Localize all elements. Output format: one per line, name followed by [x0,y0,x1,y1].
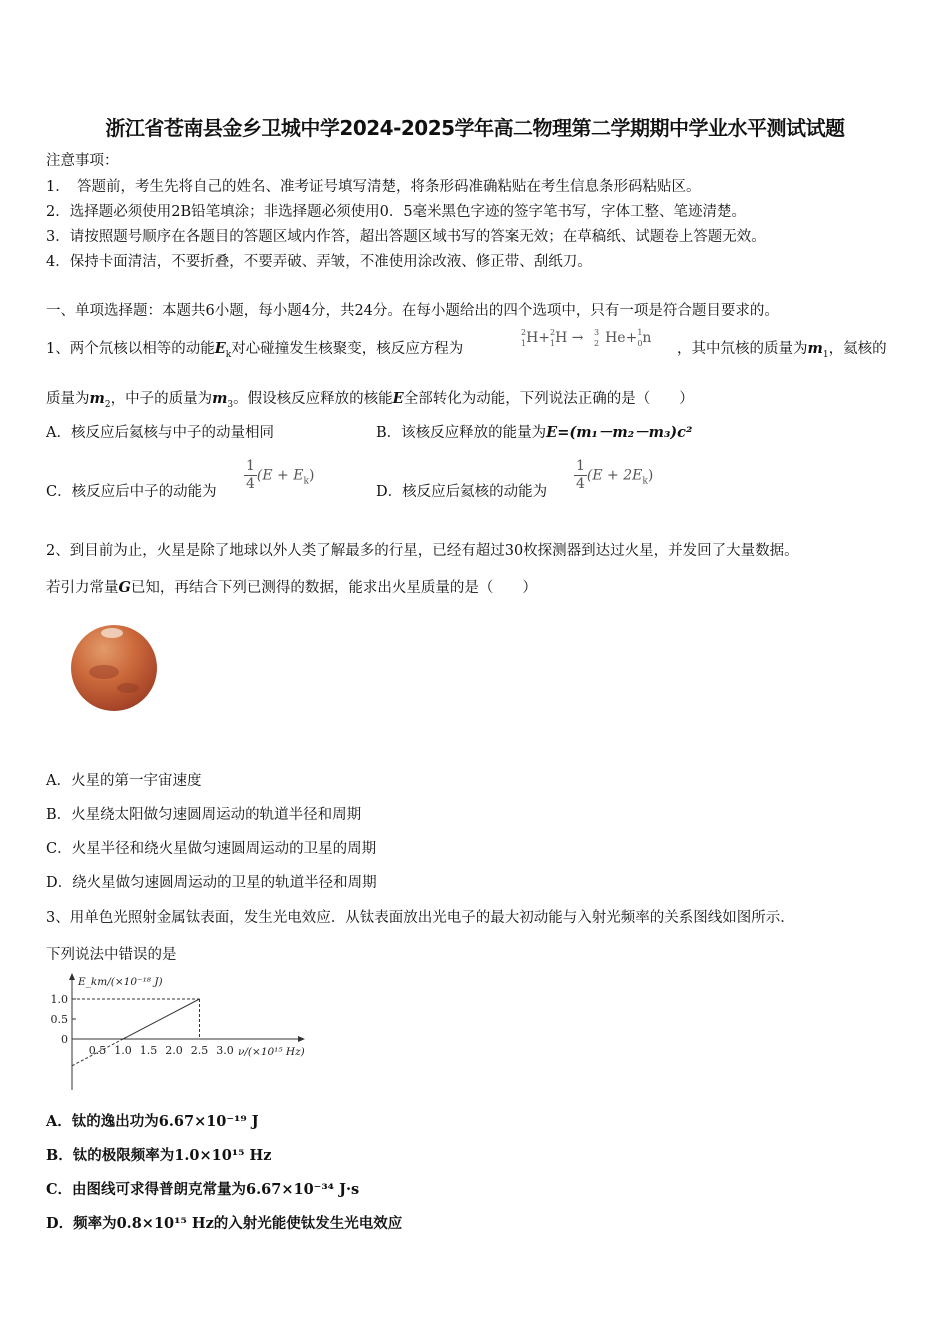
y-tick-label: 1.0 [50,993,68,1006]
q1-text: ，中子的质量为 [110,391,213,407]
q1-option-d-expr [574,458,653,493]
photoelectric-chart [40,970,340,1095]
mars-polar-cap [101,628,123,638]
m3-symbol: m [212,390,228,407]
m2-symbol: m [89,390,105,407]
q1-line1 [46,339,463,365]
atomic-number: 1 [521,339,527,348]
notice-item: 4．保持卡面清洁，不要折叠，不要弄破、弄皱，不准使用涂改液、修正带、刮纸刀。 [46,254,592,270]
q1-line2 [46,389,694,415]
frac-numerator: 1 [576,458,585,474]
expr-body: (E + 2E [586,467,643,484]
q1-option-b-formula: E=(m₁－m₂－m₃)c² [546,424,693,441]
frac-numerator: 1 [246,458,255,474]
q1-text: 对心碰撞发生核聚变，核反应方程为 [231,341,464,357]
q3-option-a: A．钛的逸出功为6.67×10⁻¹⁹ J [46,1113,259,1130]
y-axis-label: E_km/(×10⁻¹⁸ J) [78,976,163,988]
atomic-number: 1 [550,339,556,348]
mass-number: 1 [637,328,643,337]
q1-option-d-text: D．核反应后氦核的动能为 [376,484,548,500]
notice-item: 3．请按照题号顺序在各题目的答题区域内作答，超出答题区域书写的答案无效；在草稿纸、试题卷上答题无效。 [46,229,766,245]
mass-number: 3 [593,328,600,337]
atomic-number: 2 [593,339,600,348]
q2-line2 [46,578,537,598]
q1-text: 质量为 [46,391,90,407]
x-tick-label: 1.5 [139,1044,158,1057]
atomic-number: 0 [637,339,643,348]
frac-denominator: 4 [246,476,255,492]
mass-number: 2 [521,328,527,337]
page-title: 浙江省苍南县金乡卫城中学2024-2025学年高二物理第二学期期中学业水平测试试题 [105,116,845,140]
x-tick-label: 1.0 [114,1044,132,1057]
q1-option-d [376,482,547,502]
q1-option-c-text: C．核反应后中子的动能为 [46,484,217,500]
q3-option-c: C．由图线可求得普朗克常量为6.67×10⁻³⁴ J·s [46,1181,360,1198]
nuclear-equation [521,327,651,355]
y-tick-label: 0 [61,1033,68,1046]
ek-symbol: E [214,340,226,357]
q3-option-d: D．频率为0.8×10¹⁵ Hz的入射光能使钛发生光电效应 [46,1215,403,1232]
e-symbol: E [392,390,404,407]
q2-option-c: C．火星半径和绕火星做匀速圆周运动的卫星的周期 [46,841,377,857]
x-tick-label: 2.5 [190,1044,209,1057]
notice-item: 1． 答题前，考生先将自己的姓名、准考证号填写清楚，将条形码准确粘贴在考生信息条形码粘贴区。 [46,179,701,195]
frac-denominator: 4 [576,476,585,492]
x-axis-label: ν/(×10¹⁵ Hz) [238,1046,305,1058]
expr-close: ) [647,467,654,484]
mars-surface-feature [89,665,119,679]
expr-close: ) [308,467,315,484]
q2-text: 已知，再结合下列已测得的数据，能求出火星质量的是（ ） [130,580,537,596]
mars-surface-feature [117,683,139,693]
q1-option-a: A．核反应后氦核与中子的动量相同 [46,425,274,441]
q2-option-b: B．火星绕太阳做匀速圆周运动的轨道半径和周期 [46,807,362,823]
section-heading: 一、单项选择题：本题共6小题，每小题4分，共24分。在每小题给出的四个选项中，只有一项是符合题目要求的。 [46,303,779,319]
q2-line1: 2、到目前为止，火星是除了地球以外人类了解最多的行星，已经有超过30枚探测器到达过火星，并发回了大量数据。 [46,543,799,559]
y-tick-label: 0.5 [50,1013,68,1026]
x-tick-label: 0.5 [88,1044,107,1057]
q2-option-d: D．绕火星做匀速圆周运动的卫星的轨道半径和周期 [46,875,377,891]
q1-text: 全部转化为动能，下列说法正确的是（ ） [403,391,694,407]
m2-subscript: 2 [104,399,111,410]
equation-term: H+ [526,330,551,346]
q2-option-a: A．火星的第一宇宙速度 [46,773,202,789]
q1-line1-end [677,339,887,365]
expr-subscript: k [642,476,648,487]
m3-subscript: 3 [227,399,234,410]
q2-text: 若引力常量 [46,580,119,596]
q3-option-b: B．钛的极限频率为1.0×10¹⁵ Hz [46,1147,272,1164]
x-axis-arrow [298,1036,305,1042]
q1-option-b-text: B．该核反应释放的能量为 [376,425,547,441]
mass-number: 2 [550,328,556,337]
series-line [123,999,200,1039]
q1-text: 。假设核反应释放的核能 [233,391,393,407]
q1-option-c [46,482,217,502]
equation-term: H → [555,330,584,346]
q3-line1: 3、用单色光照射金属钛表面，发生光电效应．从钛表面放出光电子的最大初动能与入射光频率的关系图线如图所示． [46,910,795,926]
notice-heading: 注意事项： [46,153,119,169]
g-symbol: G [118,579,131,596]
expr-body: (E + E [256,467,304,484]
equation-term: n [642,330,652,346]
q1-text: ，氦核的 [828,341,887,357]
q1-option-c-expr [244,458,314,493]
m1-symbol: m [807,340,823,357]
expr-subscript: k [303,476,309,487]
ek-subscript: k [225,349,232,360]
x-tick-label: 2.0 [165,1044,183,1057]
x-tick-label: 3.0 [216,1044,234,1057]
notice-item: 2．选择题必须使用2B铅笔填涂；非选择题必须使用0．5毫米黑色字迹的签字笔书写，字体工整、笔迹清楚。 [46,204,747,220]
equation-term: He+ [605,330,638,346]
y-axis-arrow [69,973,75,980]
q1-option-b [376,423,692,443]
q3-line2: 下列说法中错误的是 [46,947,177,963]
mars-image [71,625,157,711]
q1-text: 1、两个氘核以相等的动能 [46,341,215,357]
q1-text: ，其中氘核的质量为 [677,341,808,357]
m1-subscript: 1 [822,349,829,360]
